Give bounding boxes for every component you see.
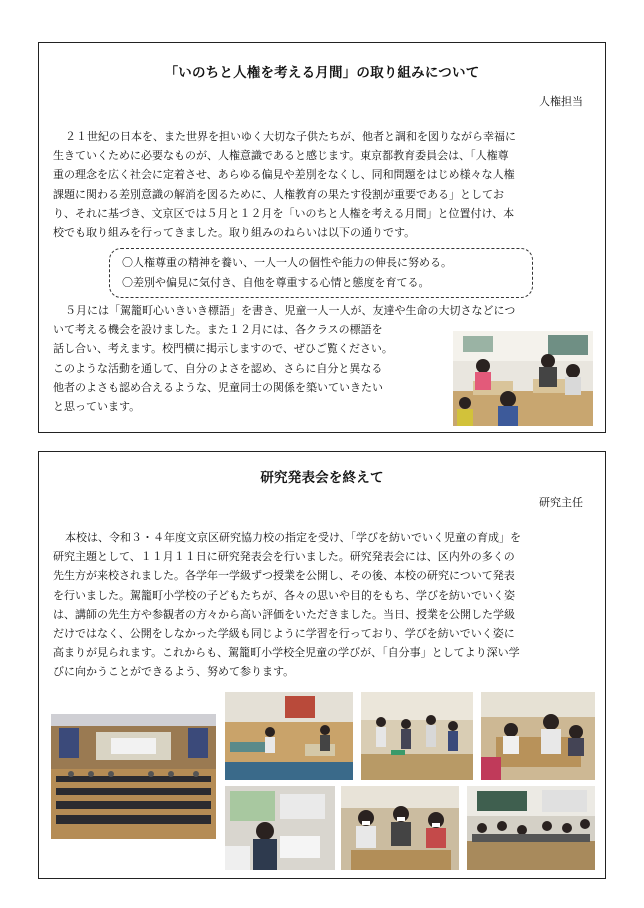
research-paragraph xyxy=(53,528,593,682)
text-line: を行いました。駕籠町小学校の子どもたちが、各々の思いや目的をもち、学びを紡いでいく姿 xyxy=(53,588,515,602)
text-line: ２１世紀の日本を、また世界を担いゆく大切な子供たちが、他者と調和を図りながら幸福に xyxy=(65,130,516,143)
gym-presentation-photo xyxy=(51,714,216,839)
group-work-photo xyxy=(481,692,595,780)
section-author: 人権担当 xyxy=(539,95,583,108)
text-line: と思っています。 xyxy=(53,400,141,414)
text-line: 話し合い、考えます。校門横に掲示しますので、ぜひご覧ください。 xyxy=(53,342,393,356)
text-line: だけではなく、公開をしなかった学級も同じように学習を行っており、学びを紡いでいく姿に xyxy=(53,627,515,641)
classroom-game-photo xyxy=(361,692,473,780)
worksheet-photo xyxy=(225,786,335,870)
text-line: ５月には「駕籠町心いきいき標語」を書き、児童一人一人が、友達や生命の大切さなどにつ xyxy=(65,304,516,317)
goals-box xyxy=(109,248,533,298)
text-line: このような活動を通して、自分のよさを認め、さらに自分と異なる xyxy=(53,361,383,375)
classroom-lesson-photo xyxy=(467,786,595,870)
text-line: 高まりが見られます。これからも、駕籠町小学校全児童の学びが、「自分事」としてより深い学 xyxy=(53,646,520,660)
text-line: 先生方が来校されました。各学年一学級ずつ授業を公開し、その後、本校の研究について発表 xyxy=(53,569,515,583)
gym-activity-photo xyxy=(225,692,353,780)
classroom-photo xyxy=(453,331,593,426)
text-line: は、講師の先生方や参観者の方々から高い評価をいただきました。当日、授業を公開した学級 xyxy=(53,607,515,621)
goal-item: 〇差別や偏見に気付き、自他を尊重する心情と態度を育てる。 xyxy=(122,276,430,289)
section-title: 研究発表会を終えて xyxy=(260,470,384,486)
text-line: 校でも取り組みを行ってきました。取り組みのねらいは以下の通りです。 xyxy=(53,226,416,240)
human-rights-section xyxy=(38,42,606,433)
intro-paragraph xyxy=(53,127,593,242)
text-line: 重の理念を広く社会に定着させ、あらゆる偏見や差別をなくし、同和問題をはじめ様々な人権 xyxy=(53,168,515,182)
text-line: 課題に関わる差別意識の解消を図るために、人権教育の果たす役割が重要である」としてお xyxy=(53,187,504,201)
goal-item: 〇人権尊重の精神を養い、一人一人の個性や能力の伸長に努める。 xyxy=(122,256,452,269)
section-title: 「いのちと人権を考える月間」の取り組みについて xyxy=(164,65,480,81)
text-line: 研究主題として、１１月１１日に研究発表会を行いました。研究発表会には、区内外の多くの xyxy=(53,550,515,564)
text-line: びに向かうことができるよう、努めて参ります。 xyxy=(53,665,295,679)
text-line: 他者のよさも認め合えるような、児童同士の関係を築いていきたい xyxy=(53,380,383,394)
masked-students-photo xyxy=(341,786,459,870)
section-author: 研究主任 xyxy=(539,496,583,509)
research-section xyxy=(38,451,606,879)
text-line: 本校は、令和３・４年度文京区研究協力校の指定を受け、「学びを紡いでいく児童の育成」を xyxy=(65,531,522,544)
text-line: り、それに基づき、文京区では５月と１２月を「いのちと人権を考える月間」と位置付け、本 xyxy=(53,206,515,220)
text-line: いて考える機会を設けました。また１２月には、各クラスの標語を xyxy=(53,323,383,337)
text-line: 生きていくために必要なものが、人権意識であると感じます。東京都教育委員会は、「人権尊 xyxy=(53,149,509,163)
